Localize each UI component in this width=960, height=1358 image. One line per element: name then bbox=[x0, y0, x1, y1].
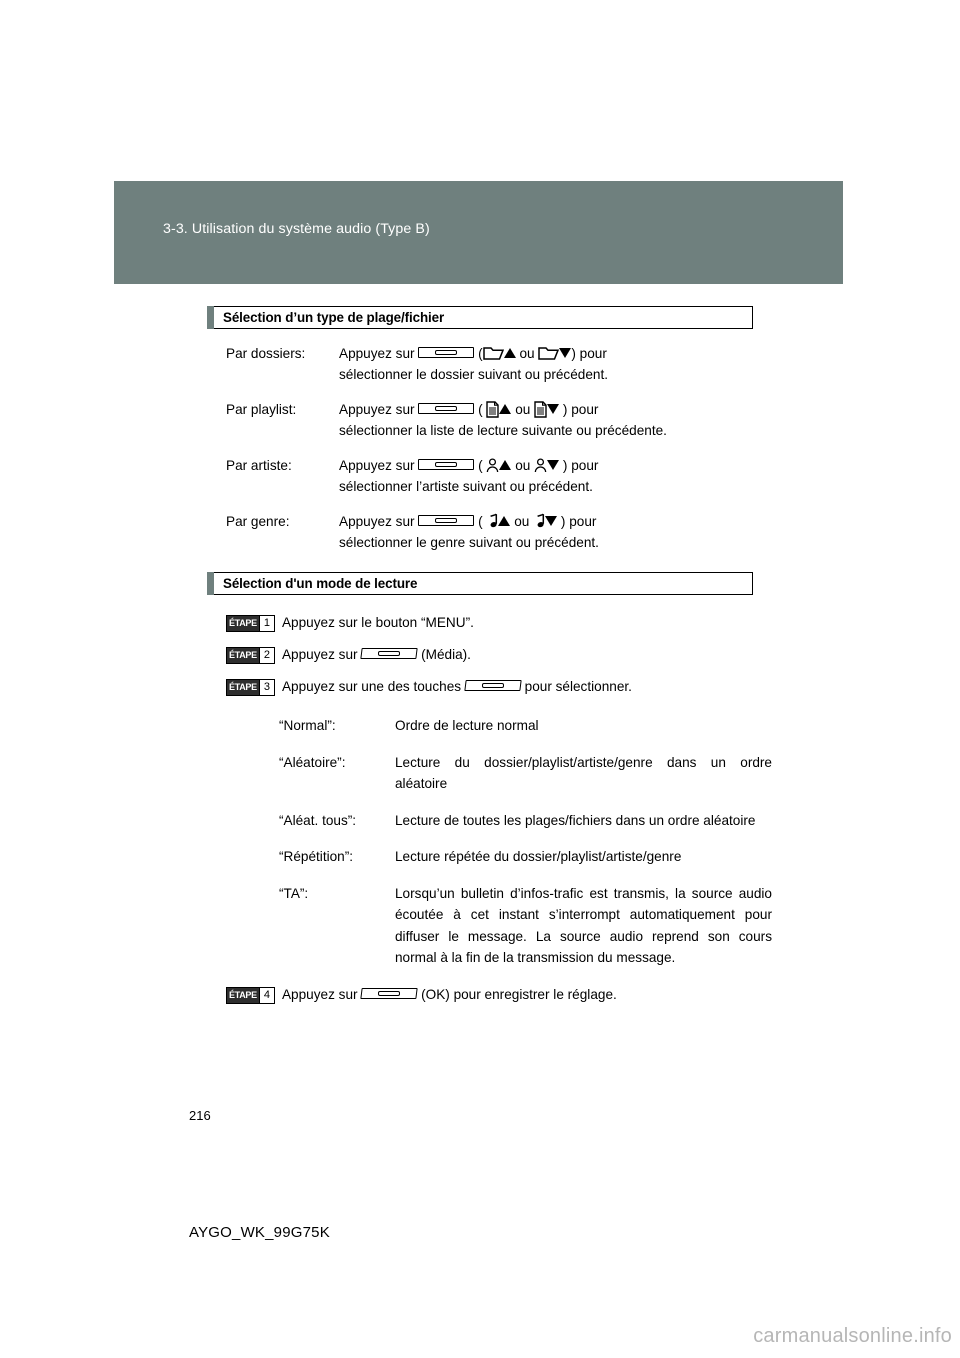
step-text bbox=[282, 644, 471, 665]
step-item-2 bbox=[226, 644, 753, 665]
document-code: AYGO_WK_99G75K bbox=[189, 1224, 330, 1241]
description-line-2: sélectionner le dossier suivant ou précédent. bbox=[339, 367, 609, 382]
step-badge-label: ÉTAPE bbox=[227, 616, 259, 631]
arrow-down-icon bbox=[545, 516, 557, 526]
step-badge-label: ÉTAPE bbox=[227, 988, 259, 1003]
mode-description: Lecture répétée du dossier/playlist/artiste/genre bbox=[395, 849, 682, 864]
description-line-2: sélectionner la liste de lecture suivante ou précédente. bbox=[339, 423, 667, 438]
step-text-after: (OK) pour enregistrer le réglage. bbox=[421, 986, 617, 1002]
open-paren: ( bbox=[478, 514, 483, 529]
mode-term: “Aléatoire”: bbox=[279, 754, 346, 770]
open-paren: ( bbox=[478, 346, 483, 361]
section-header-bar bbox=[214, 306, 753, 329]
arrow-up-icon bbox=[498, 516, 510, 526]
step-badge bbox=[226, 615, 275, 632]
running-head-title: 3-3. Utilisation du système audio (Type B) bbox=[163, 221, 430, 237]
text-pour: pour bbox=[579, 346, 607, 361]
mode-term: “Aléat. tous”: bbox=[279, 812, 357, 828]
close-paren: ) bbox=[562, 402, 568, 417]
step-badge-number: 3 bbox=[259, 680, 274, 695]
section-header-bar bbox=[214, 572, 753, 595]
close-paren: ) bbox=[560, 514, 566, 529]
description-text bbox=[339, 511, 753, 553]
play-mode-list bbox=[279, 715, 772, 969]
list-item bbox=[226, 399, 753, 441]
text-ou: ou bbox=[515, 458, 531, 473]
rocker-button-icon bbox=[465, 679, 521, 692]
term-label: Par artiste: bbox=[226, 458, 292, 473]
text-appuyez-sur: Appuyez sur bbox=[339, 514, 415, 529]
steps-list-final bbox=[207, 984, 753, 1005]
running-head-banner bbox=[114, 181, 843, 284]
text-pour: pour bbox=[571, 402, 599, 417]
step-badge-label: ÉTAPE bbox=[227, 648, 259, 663]
list-item bbox=[279, 810, 772, 832]
rocker-button-icon bbox=[418, 458, 474, 471]
arrow-down-icon bbox=[559, 348, 571, 358]
close-paren: ) bbox=[571, 346, 576, 361]
step-text bbox=[282, 612, 474, 633]
text-pour: pour bbox=[571, 458, 599, 473]
text-ou: ou bbox=[515, 402, 531, 417]
rocker-button-icon bbox=[361, 647, 417, 660]
playlist-down-icon bbox=[534, 401, 547, 418]
close-paren: ) bbox=[562, 458, 568, 473]
mode-description: Lorsqu’un bulletin d’infos-trafic est transmis, la source audio écoutée à cet instant s’interrompt automatiquement pour diffuser le message. La source audio reprend son cours normal à la fin de la transmission du message. bbox=[395, 885, 772, 965]
description-line-2: sélectionner le genre suivant ou précédent. bbox=[339, 535, 599, 550]
arrow-up-icon bbox=[499, 404, 511, 414]
step-badge-number: 1 bbox=[259, 616, 274, 631]
step-badge-label: ÉTAPE bbox=[227, 680, 259, 695]
genre-down-icon bbox=[533, 513, 545, 529]
arrow-up-icon bbox=[499, 460, 511, 470]
step-badge-number: 4 bbox=[259, 988, 274, 1003]
step-text bbox=[282, 676, 632, 697]
text-appuyez-sur: Appuyez sur bbox=[339, 458, 415, 473]
page-content bbox=[207, 306, 772, 1016]
artist-up-icon bbox=[486, 458, 499, 473]
genre-up-icon bbox=[486, 513, 498, 529]
step-text bbox=[282, 984, 617, 1005]
step-text-before: Appuyez sur le bouton “MENU”. bbox=[281, 615, 474, 630]
section-header-label: Sélection d'un mode de lecture bbox=[223, 576, 418, 591]
list-item bbox=[226, 455, 753, 497]
folder-up-icon bbox=[483, 346, 504, 361]
step-badge-number: 2 bbox=[259, 648, 274, 663]
open-paren: ( bbox=[478, 402, 483, 417]
step-item-1 bbox=[226, 612, 753, 633]
description-text bbox=[339, 455, 753, 497]
term-label: Par playlist: bbox=[226, 402, 297, 417]
step-text-after: (Média). bbox=[421, 647, 471, 662]
track-type-list bbox=[207, 343, 753, 553]
term-label: Par genre: bbox=[226, 514, 290, 529]
step-badge bbox=[226, 987, 275, 1004]
step-item-4 bbox=[226, 984, 753, 1005]
section-header-play-mode bbox=[207, 572, 753, 595]
description-text bbox=[339, 343, 753, 385]
text-ou: ou bbox=[514, 514, 530, 529]
rocker-button-icon bbox=[361, 987, 417, 1000]
mode-term: “Normal”: bbox=[279, 718, 336, 733]
list-item bbox=[226, 343, 753, 385]
step-text-before: Appuyez sur une des touches bbox=[281, 679, 462, 694]
list-item bbox=[279, 752, 772, 795]
open-paren: ( bbox=[478, 458, 483, 473]
section-header-track-type bbox=[207, 306, 753, 329]
arrow-down-icon bbox=[547, 404, 559, 414]
rocker-button-icon bbox=[418, 402, 474, 415]
step-text-after: pour sélectionner. bbox=[524, 679, 632, 694]
step-item-3 bbox=[226, 676, 753, 697]
text-appuyez-sur: Appuyez sur bbox=[339, 402, 415, 417]
page-number: 216 bbox=[189, 1108, 211, 1123]
artist-down-icon bbox=[534, 458, 547, 473]
playlist-up-icon bbox=[486, 401, 499, 418]
mode-term: “Répétition”: bbox=[279, 849, 354, 864]
step-text-before: Appuyez sur bbox=[281, 986, 358, 1002]
rocker-button-icon bbox=[418, 346, 474, 359]
step-badge bbox=[226, 647, 275, 664]
term-label: Par dossiers: bbox=[226, 346, 306, 361]
description-text bbox=[339, 399, 753, 441]
mode-description: Lecture de toutes les plages/fichiers dans un ordre aléatoire bbox=[395, 812, 756, 828]
mode-description: Ordre de lecture normal bbox=[395, 718, 539, 733]
folder-down-icon bbox=[538, 346, 559, 361]
list-item bbox=[279, 883, 772, 969]
section-tab-accent bbox=[207, 306, 214, 329]
section-tab-accent bbox=[207, 572, 214, 595]
list-item bbox=[226, 511, 753, 553]
steps-list bbox=[207, 612, 753, 697]
step-badge bbox=[226, 679, 275, 696]
site-watermark: carmanualsonline.info bbox=[753, 1325, 952, 1347]
text-appuyez-sur: Appuyez sur bbox=[339, 346, 415, 361]
rocker-button-icon bbox=[418, 514, 474, 527]
text-ou: ou bbox=[519, 346, 535, 361]
arrow-down-icon bbox=[547, 460, 559, 470]
section-header-label: Sélection d’un type de plage/fichier bbox=[223, 310, 445, 325]
text-pour: pour bbox=[569, 514, 597, 529]
step-text-before: Appuyez sur bbox=[281, 647, 358, 662]
mode-term: “TA”: bbox=[279, 885, 309, 901]
list-item bbox=[279, 846, 772, 868]
mode-description: Lecture du dossier/playlist/artiste/genre dans un ordre aléatoire bbox=[395, 754, 772, 791]
list-item bbox=[279, 715, 772, 737]
description-line-2: sélectionner l’artiste suivant ou précédent. bbox=[339, 479, 593, 494]
arrow-up-icon bbox=[504, 348, 516, 358]
